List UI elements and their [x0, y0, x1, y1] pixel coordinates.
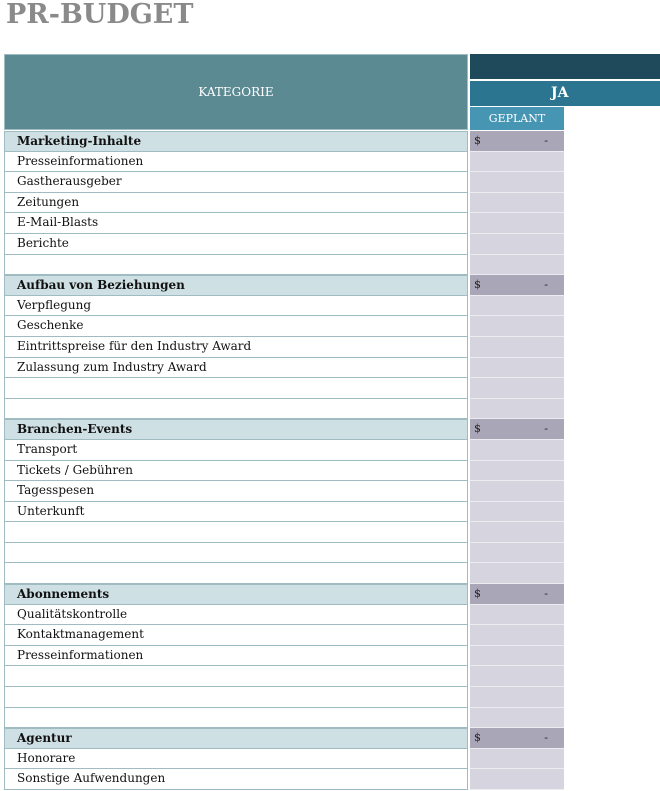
category-item-cell[interactable] [4, 255, 468, 276]
category-item-cell[interactable]: Unterkunft [4, 502, 468, 523]
category-item-cell[interactable]: Honorare [4, 749, 468, 770]
planned-value-cell[interactable] [470, 605, 564, 626]
table-row [4, 172, 564, 193]
table-row [4, 481, 564, 502]
category-item-cell[interactable]: Zulassung zum Industry Award [4, 358, 468, 379]
category-item-cell[interactable]: Berichte [4, 234, 468, 255]
planned-value-cell[interactable] [470, 234, 564, 255]
currency-symbol: $ [474, 278, 481, 292]
section-row [4, 131, 564, 152]
currency-symbol: $ [474, 731, 481, 745]
table-row [4, 378, 564, 399]
table-row [4, 502, 564, 523]
currency-symbol: $ [474, 422, 481, 436]
total-value: - [544, 587, 548, 601]
planned-value-cell[interactable] [470, 213, 564, 234]
table-row [4, 358, 564, 379]
table-row [4, 646, 564, 667]
table-row [4, 625, 564, 646]
planned-value-cell[interactable] [470, 337, 564, 358]
table-row [4, 769, 564, 790]
table-row [4, 213, 564, 234]
planned-value-cell[interactable] [470, 440, 564, 461]
planned-value-cell[interactable] [470, 687, 564, 708]
total-value: - [544, 422, 548, 436]
section-name[interactable]: Aufbau von Beziehungen [4, 275, 468, 296]
planned-value-cell[interactable] [470, 193, 564, 214]
planned-value-cell[interactable] [470, 481, 564, 502]
category-item-cell[interactable]: E-Mail-Blasts [4, 213, 468, 234]
section-name[interactable]: Abonnements [4, 584, 468, 605]
section-total-cell[interactable] [470, 131, 564, 152]
table-row [4, 440, 564, 461]
category-item-cell[interactable]: Zeitungen [4, 193, 468, 214]
table-row [4, 193, 564, 214]
planned-value-cell[interactable] [470, 522, 564, 543]
table-row [4, 666, 564, 687]
category-item-cell[interactable]: Qualitätskontrolle [4, 605, 468, 626]
planned-value-cell[interactable] [470, 399, 564, 420]
header-kategorie: KATEGORIE [4, 54, 468, 130]
budget-table [4, 131, 564, 790]
header-top-band [470, 54, 660, 79]
category-item-cell[interactable] [4, 687, 468, 708]
category-item-cell[interactable]: Geschenke [4, 316, 468, 337]
section-name[interactable]: Branchen-Events [4, 419, 468, 440]
planned-value-cell[interactable] [470, 316, 564, 337]
category-item-cell[interactable]: Verpflegung [4, 296, 468, 317]
planned-value-cell[interactable] [470, 646, 564, 667]
category-item-cell[interactable]: Sonstige Aufwendungen [4, 769, 468, 790]
currency-symbol: $ [474, 134, 481, 147]
table-row [4, 255, 564, 276]
total-value: - [544, 731, 548, 745]
table-row [4, 316, 564, 337]
category-item-cell[interactable] [4, 378, 468, 399]
planned-value-cell[interactable] [470, 625, 564, 646]
header-month: JA [470, 81, 660, 106]
section-row [4, 728, 564, 749]
table-row [4, 337, 564, 358]
table-row [4, 522, 564, 543]
table-row [4, 399, 564, 420]
planned-value-cell[interactable] [470, 769, 564, 790]
category-item-cell[interactable]: Gastherausgeber [4, 172, 468, 193]
planned-value-cell[interactable] [470, 172, 564, 193]
category-item-cell[interactable]: Presseinformationen [4, 646, 468, 667]
table-row [4, 687, 564, 708]
section-total-cell[interactable] [470, 419, 564, 440]
section-row [4, 584, 564, 605]
planned-value-cell[interactable] [470, 563, 564, 584]
table-row [4, 543, 564, 564]
category-item-cell[interactable] [4, 563, 468, 584]
table-row [4, 234, 564, 255]
planned-value-cell[interactable] [470, 708, 564, 729]
section-total-cell[interactable] [470, 728, 564, 749]
category-item-cell[interactable] [4, 708, 468, 729]
table-row [4, 749, 564, 770]
category-item-cell[interactable]: Eintrittspreise für den Industry Award [4, 337, 468, 358]
planned-value-cell[interactable] [470, 378, 564, 399]
table-row [4, 563, 564, 584]
section-total-cell[interactable] [470, 584, 564, 605]
table-row [4, 296, 564, 317]
category-item-cell[interactable]: Presseinformationen [4, 152, 468, 173]
planned-value-cell[interactable] [470, 749, 564, 770]
category-item-cell[interactable] [4, 522, 468, 543]
planned-value-cell[interactable] [470, 255, 564, 276]
category-item-cell[interactable] [4, 399, 468, 420]
total-value: - [544, 278, 548, 292]
section-name[interactable]: Marketing-Inhalte [4, 131, 468, 152]
planned-value-cell[interactable] [470, 358, 564, 379]
currency-symbol: $ [474, 587, 481, 601]
section-row [4, 275, 564, 296]
planned-value-cell[interactable] [470, 152, 564, 173]
planned-value-cell[interactable] [470, 543, 564, 564]
section-row [4, 419, 564, 440]
page-title: PR-BUDGET [6, 0, 194, 30]
category-item-cell[interactable]: Transport [4, 440, 468, 461]
section-name[interactable]: Agentur [4, 728, 468, 749]
planned-value-cell[interactable] [470, 296, 564, 317]
category-item-cell[interactable]: Tagesspesen [4, 481, 468, 502]
section-total-cell[interactable] [470, 275, 564, 296]
planned-value-cell[interactable] [470, 666, 564, 687]
category-item-cell[interactable]: Kontaktmanagement [4, 625, 468, 646]
category-item-cell[interactable]: Tickets / Gebühren [4, 461, 468, 482]
table-row [4, 605, 564, 626]
table-row [4, 461, 564, 482]
category-item-cell[interactable] [4, 543, 468, 564]
category-item-cell[interactable] [4, 666, 468, 687]
planned-value-cell[interactable] [470, 502, 564, 523]
total-value: - [544, 134, 548, 147]
table-row [4, 152, 564, 173]
header-geplant: GEPLANT [470, 107, 564, 130]
table-row [4, 708, 564, 729]
planned-value-cell[interactable] [470, 461, 564, 482]
